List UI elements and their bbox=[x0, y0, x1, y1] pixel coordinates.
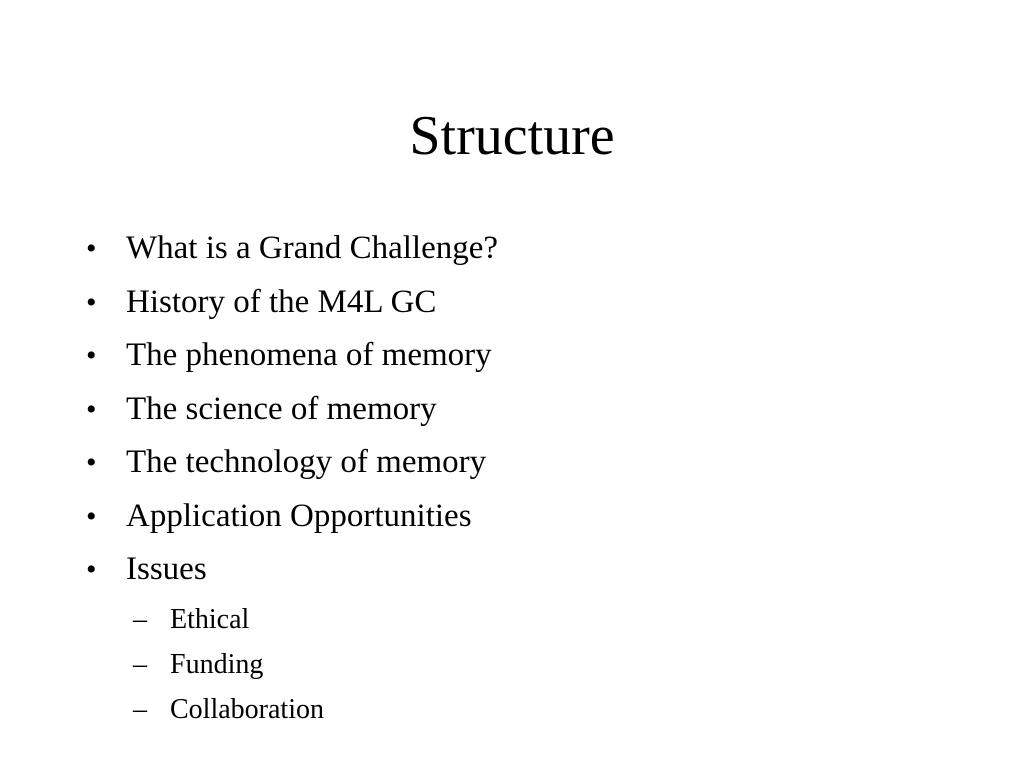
issues-bullet-block bbox=[86, 543, 498, 732]
dash-marker: – bbox=[133, 648, 147, 680]
bullet-item bbox=[86, 490, 498, 544]
bullet-text: Issues bbox=[126, 551, 207, 587]
bullet-text: The technology of memory bbox=[126, 444, 487, 480]
sub-bullet-text: Collaboration bbox=[170, 693, 324, 725]
sub-bullet-text: Funding bbox=[170, 648, 264, 680]
bullet-marker: • bbox=[86, 446, 97, 479]
bullet-text: History of the M4L GC bbox=[126, 283, 437, 320]
bullet-marker: • bbox=[86, 553, 97, 586]
dash-marker: – bbox=[133, 603, 147, 635]
dash-marker: – bbox=[133, 693, 147, 725]
bullet-item bbox=[86, 436, 498, 490]
bullet-text: The phenomena of memory bbox=[126, 337, 492, 373]
bullet-marker: • bbox=[86, 392, 97, 426]
sub-bullet-list bbox=[86, 597, 498, 732]
bullet-marker: • bbox=[86, 232, 97, 265]
bullet-item bbox=[86, 222, 498, 276]
bullet-marker: • bbox=[86, 285, 97, 319]
bullet-marker: • bbox=[86, 339, 97, 372]
bullet-item bbox=[86, 543, 498, 597]
bullet-text: The science of memory bbox=[126, 390, 437, 427]
bullet-item bbox=[86, 329, 498, 383]
sub-bullet-item bbox=[133, 642, 498, 687]
sub-bullet-item bbox=[133, 687, 498, 732]
bullet-list bbox=[86, 222, 498, 732]
slide-title: Structure bbox=[409, 105, 615, 167]
bullet-item bbox=[86, 383, 498, 437]
bullet-text: What is a Grand Challenge? bbox=[126, 230, 499, 266]
bullet-item bbox=[86, 276, 498, 330]
bullet-marker: • bbox=[86, 499, 97, 533]
sub-bullet-text: Ethical bbox=[170, 603, 250, 635]
bullet-text: Application Opportunities bbox=[126, 497, 472, 534]
sub-bullet-item bbox=[133, 597, 498, 642]
